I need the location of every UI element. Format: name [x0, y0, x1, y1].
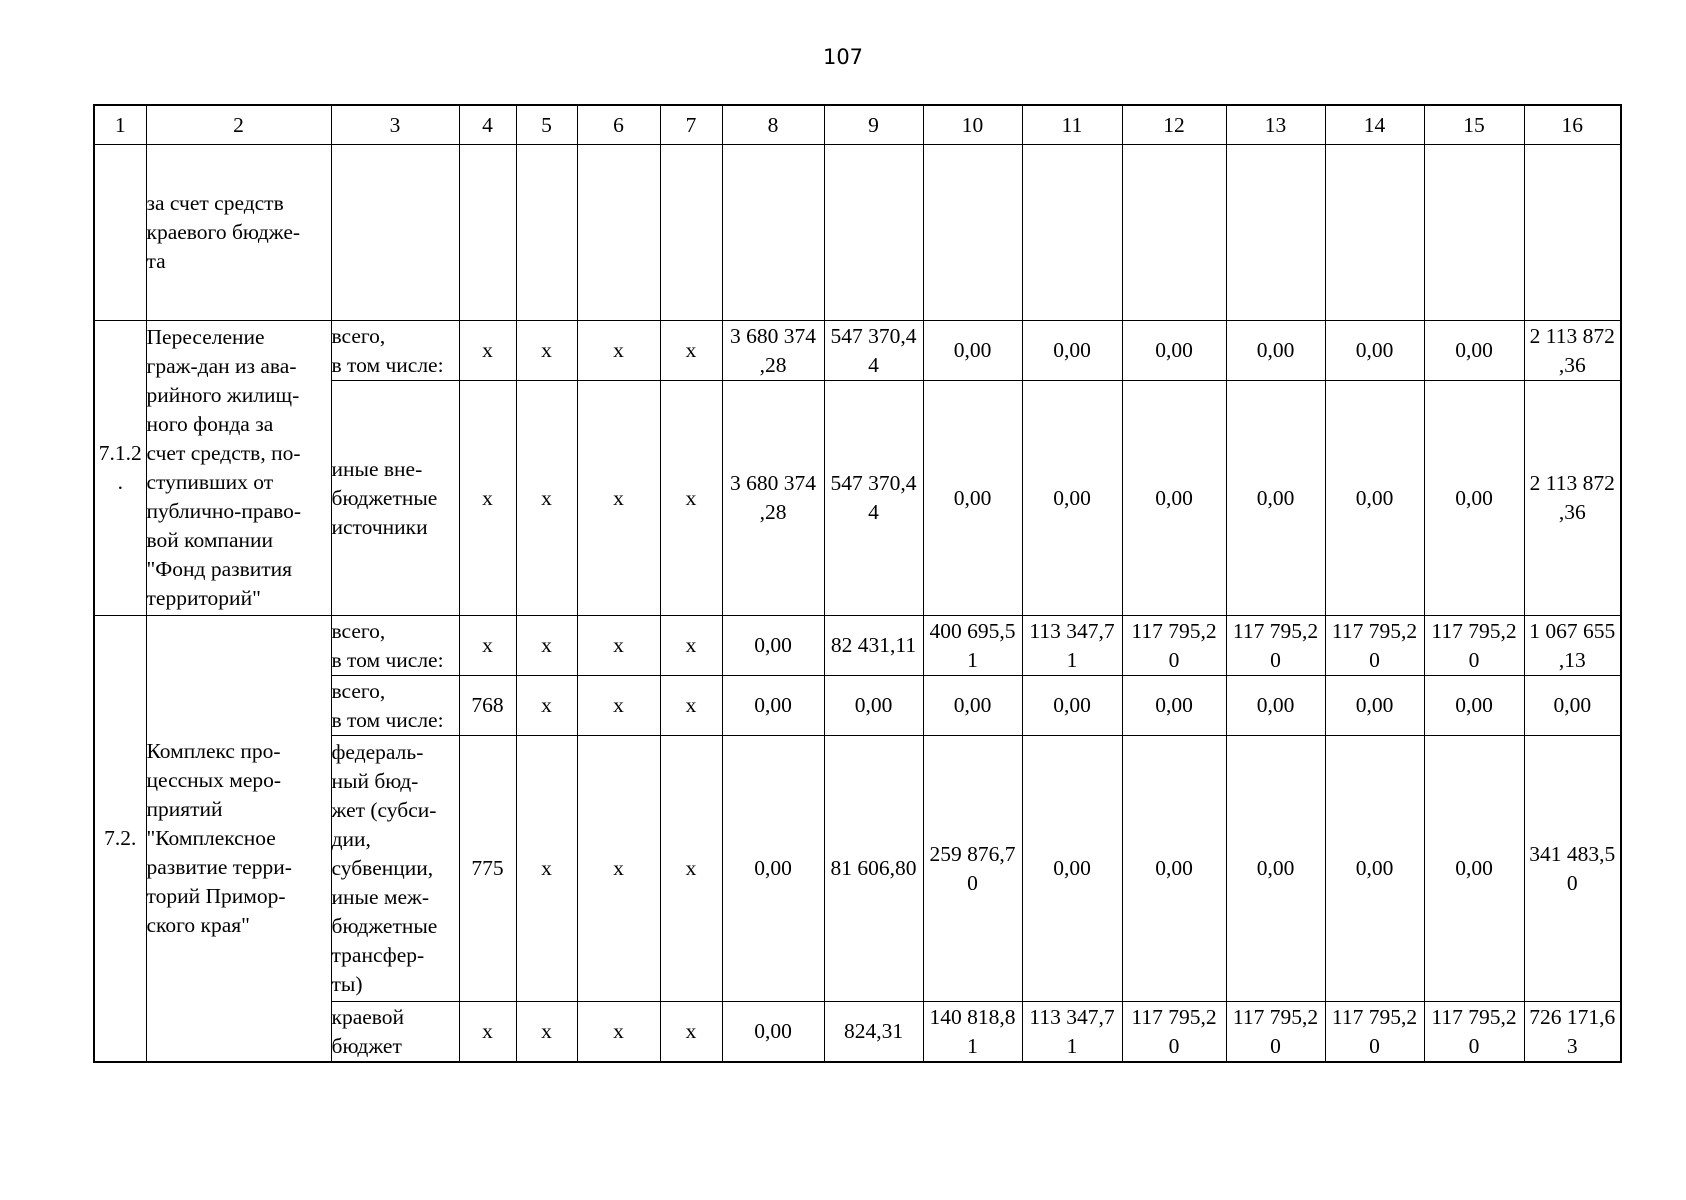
cell-c9: 547 370,4 4	[824, 381, 923, 616]
cell-c14	[1325, 145, 1424, 321]
cell-c10: 0,00	[923, 676, 1022, 736]
cell-c5: x	[516, 736, 577, 1002]
cell-c7: x	[660, 736, 722, 1002]
cell-c15: 0,00	[1424, 381, 1524, 616]
header-row	[94, 105, 1621, 145]
cell-c11: 113 347,7 1	[1022, 616, 1122, 676]
column-header-4: 4	[459, 105, 516, 145]
cell-c8: 0,00	[722, 1002, 824, 1063]
cell-c9: 81 606,80	[824, 736, 923, 1002]
cell-c8: 0,00	[722, 616, 824, 676]
row-name: Комплекс про- цессных меро- приятий "Комплексное развитие терри- торий Примор- ского края"	[146, 616, 331, 1063]
cell-c7	[660, 145, 722, 321]
cell-c8: 3 680 374 ,28	[722, 321, 824, 381]
cell-c8: 3 680 374 ,28	[722, 381, 824, 616]
column-header-2: 2	[146, 105, 331, 145]
cell-c9: 547 370,4 4	[824, 321, 923, 381]
cell-c15: 0,00	[1424, 321, 1524, 381]
cell-c4: 775	[459, 736, 516, 1002]
cell-c7: x	[660, 616, 722, 676]
cell-c13: 0,00	[1226, 381, 1325, 616]
column-header-11: 11	[1022, 105, 1122, 145]
cell-c10: 0,00	[923, 321, 1022, 381]
cell-c12: 117 795,2 0	[1122, 1002, 1226, 1063]
cell-c13: 0,00	[1226, 736, 1325, 1002]
cell-c7: x	[660, 381, 722, 616]
cell-c14: 117 795,2 0	[1325, 616, 1424, 676]
cell-c16: 341 483,5 0	[1524, 736, 1621, 1002]
cell-source: федераль- ный бюд- жет (субси- дии, субвенции, иные меж- бюджетные трансфер- ты)	[331, 736, 459, 1002]
cell-c10: 140 818,8 1	[923, 1002, 1022, 1063]
cell-c9	[824, 145, 923, 321]
cell-c10: 400 695,5 1	[923, 616, 1022, 676]
column-header-10: 10	[923, 105, 1022, 145]
cell-c7: x	[660, 321, 722, 381]
cell-c5: x	[516, 381, 577, 616]
column-header-7: 7	[660, 105, 722, 145]
cell-c10: 0,00	[923, 381, 1022, 616]
column-header-9: 9	[824, 105, 923, 145]
cell-c15: 0,00	[1424, 736, 1524, 1002]
cell-c9: 0,00	[824, 676, 923, 736]
cell-c5: x	[516, 616, 577, 676]
cell-c12: 0,00	[1122, 321, 1226, 381]
cell-c5: x	[516, 676, 577, 736]
cell-c16: 0,00	[1524, 676, 1621, 736]
cell-c14: 0,00	[1325, 321, 1424, 381]
cell-c13	[1226, 145, 1325, 321]
cell-c5: x	[516, 321, 577, 381]
cell-c8	[722, 145, 824, 321]
cell-c6: x	[577, 381, 660, 616]
cell-c15	[1424, 145, 1524, 321]
cell-c9: 82 431,11	[824, 616, 923, 676]
cell-source: краевой бюджет	[331, 1002, 459, 1063]
cell-source	[331, 145, 459, 321]
column-header-5: 5	[516, 105, 577, 145]
cell-c4: x	[459, 381, 516, 616]
column-header-16: 16	[1524, 105, 1621, 145]
cell-c6: x	[577, 676, 660, 736]
cell-c4: 768	[459, 676, 516, 736]
cell-c6: x	[577, 1002, 660, 1063]
cell-source: всего, в том числе:	[331, 616, 459, 676]
column-header-3: 3	[331, 105, 459, 145]
cell-c4: x	[459, 1002, 516, 1063]
carry-over-row	[94, 145, 1621, 321]
column-header-14: 14	[1325, 105, 1424, 145]
cell-c8: 0,00	[722, 736, 824, 1002]
column-header-1: 1	[94, 105, 146, 145]
cell-c13: 117 795,2 0	[1226, 1002, 1325, 1063]
table-row	[94, 616, 1621, 676]
cell-name: за счет средств краевого бюдже- та	[146, 145, 331, 321]
cell-c4: x	[459, 321, 516, 381]
page-number: 107	[822, 45, 864, 69]
column-header-12: 12	[1122, 105, 1226, 145]
cell-source: иные вне- бюджетные источники	[331, 381, 459, 616]
row-code: 7.2.	[94, 616, 146, 1063]
cell-c13: 0,00	[1226, 676, 1325, 736]
cell-c11: 0,00	[1022, 381, 1122, 616]
table-row	[94, 321, 1621, 381]
budget-table	[93, 104, 1622, 1063]
cell-c15: 117 795,2 0	[1424, 1002, 1524, 1063]
cell-c12	[1122, 145, 1226, 321]
cell-c12: 0,00	[1122, 381, 1226, 616]
row-name: Переселение граж-дан из ава- рийного жилищ- ного фонда за счет средств, по- ступивших от публично-право- вой компании "Фонд развития территорий"	[146, 321, 331, 616]
cell-c16	[1524, 145, 1621, 321]
cell-c6	[577, 145, 660, 321]
cell-c14: 0,00	[1325, 736, 1424, 1002]
cell-c4: x	[459, 616, 516, 676]
cell-c11: 0,00	[1022, 321, 1122, 381]
cell-c12: 0,00	[1122, 736, 1226, 1002]
cell-c11: 0,00	[1022, 736, 1122, 1002]
column-header-8: 8	[722, 105, 824, 145]
row-code: 7.1.2 .	[94, 321, 146, 616]
column-header-13: 13	[1226, 105, 1325, 145]
cell-c16: 1 067 655 ,13	[1524, 616, 1621, 676]
cell-c5: x	[516, 1002, 577, 1063]
cell-c16: 726 171,6 3	[1524, 1002, 1621, 1063]
cell-c15: 0,00	[1424, 676, 1524, 736]
cell-c14: 117 795,2 0	[1325, 1002, 1424, 1063]
column-header-6: 6	[577, 105, 660, 145]
cell-c11: 113 347,7 1	[1022, 1002, 1122, 1063]
cell-c14: 0,00	[1325, 676, 1424, 736]
cell-c7: x	[660, 1002, 722, 1063]
cell-c6: x	[577, 736, 660, 1002]
cell-c5	[516, 145, 577, 321]
cell-c12: 117 795,2 0	[1122, 616, 1226, 676]
cell-c10: 259 876,7 0	[923, 736, 1022, 1002]
cell-c13: 117 795,2 0	[1226, 616, 1325, 676]
cell-c6: x	[577, 321, 660, 381]
cell-c8: 0,00	[722, 676, 824, 736]
cell-c6: x	[577, 616, 660, 676]
column-header-15: 15	[1424, 105, 1524, 145]
cell-code	[94, 145, 146, 321]
cell-c11: 0,00	[1022, 676, 1122, 736]
cell-c16: 2 113 872 ,36	[1524, 321, 1621, 381]
cell-c9: 824,31	[824, 1002, 923, 1063]
cell-c11	[1022, 145, 1122, 321]
cell-source: всего, в том числе:	[331, 321, 459, 381]
cell-c15: 117 795,2 0	[1424, 616, 1524, 676]
cell-c16: 2 113 872 ,36	[1524, 381, 1621, 616]
cell-c7: x	[660, 676, 722, 736]
cell-c13: 0,00	[1226, 321, 1325, 381]
cell-c10	[923, 145, 1022, 321]
cell-c14: 0,00	[1325, 381, 1424, 616]
cell-source: всего, в том числе:	[331, 676, 459, 736]
cell-c12: 0,00	[1122, 676, 1226, 736]
cell-c4	[459, 145, 516, 321]
